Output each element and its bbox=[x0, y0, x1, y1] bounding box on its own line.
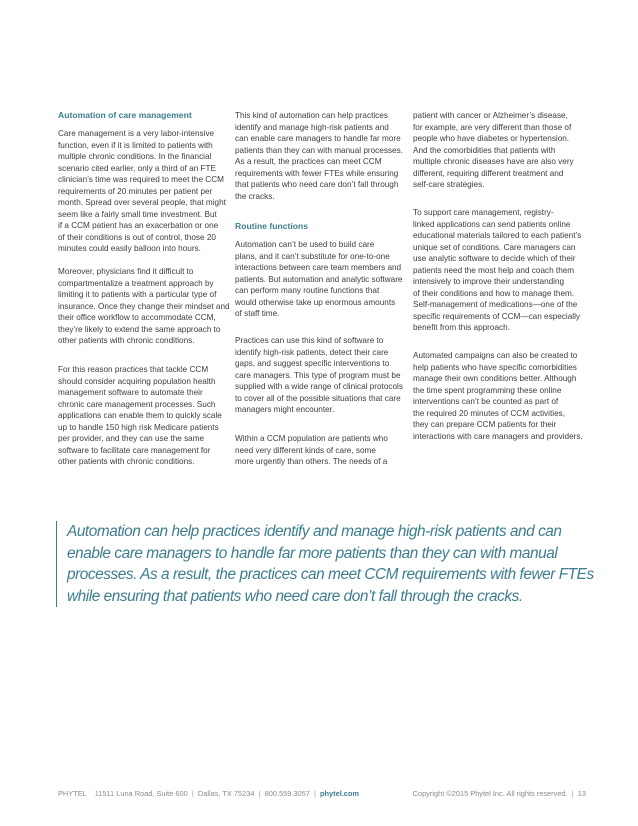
text-line: unique set of conditions. Care managers can bbox=[413, 242, 576, 252]
text-line: linked applications can send patients online bbox=[413, 219, 571, 229]
text-line: they’re likely to extend the same approach to bbox=[58, 324, 221, 334]
text-line: manage their own conditions better. Although bbox=[413, 374, 577, 384]
text-line: interventions can’t be counted as part of bbox=[413, 397, 559, 407]
text-line: up to handle 150 high risk Medicare patients bbox=[58, 422, 219, 432]
text-line: educational materials tailored to each patient’s bbox=[413, 231, 582, 241]
text-line: the required 20 minutes of CCM activities, bbox=[413, 408, 565, 418]
paragraph bbox=[235, 433, 397, 468]
text-line: patients need the most help and coach them bbox=[413, 265, 575, 275]
text-line: applications can enable them to quickly scale bbox=[58, 411, 222, 421]
text-line: they can prepare CCM patients for their bbox=[413, 420, 557, 430]
text-line: Automation can help practices identify and manage high-risk patients and can bbox=[67, 523, 562, 540]
text-line: multiple chronic conditions. In the financial bbox=[58, 152, 212, 162]
text-line: month. Spread over several people, that might bbox=[58, 198, 226, 208]
paragraph bbox=[413, 207, 582, 334]
text-line: Self-management of medications—one of the bbox=[413, 300, 578, 310]
text-line: identify high-risk patients, detect their care bbox=[235, 347, 389, 357]
footer-city: Dallas, TX 75234 bbox=[197, 789, 255, 798]
text-line: identify and manage high-risk patients and bbox=[235, 122, 389, 132]
text-line: patients than they can with manual processes. bbox=[235, 145, 403, 155]
footer-right: Copyright ©2015 Phytel Inc. All rights reserved. | 13 bbox=[412, 789, 586, 798]
text-line: should consider acquiring population health bbox=[58, 376, 216, 386]
text-line: self-care strategies. bbox=[413, 180, 485, 190]
text-line: gaps, and suggest specific interventions to bbox=[235, 359, 390, 369]
paragraph bbox=[58, 266, 230, 347]
text-line: people who have diabetes or hypertension. bbox=[413, 134, 570, 144]
text-line: help patients who have specific comorbidities bbox=[413, 362, 577, 372]
text-line: And the comorbidities that patients with bbox=[413, 145, 556, 155]
text-line: need very different kinds of care, some bbox=[235, 445, 376, 455]
text-line: To support care management, registry- bbox=[413, 208, 554, 217]
text-line: requirements with fewer FTEs while ensuring bbox=[235, 168, 399, 178]
paragraph bbox=[235, 335, 403, 416]
text-line: Automation can’t be used to build care bbox=[235, 240, 375, 249]
text-line: processes. As a result, the practices can meet CCM requirements with fewer FTEs bbox=[67, 566, 594, 583]
text-line: other patients with chronic conditions. bbox=[58, 336, 195, 346]
text-line: As a result, the practices can meet CCM bbox=[235, 157, 382, 167]
text-line: clinician’s time was required to meet the CCM bbox=[58, 175, 224, 185]
footer-phone: 800.559.3057 bbox=[264, 789, 310, 798]
text-line: managers might encounter. bbox=[235, 405, 335, 415]
footer-copyright: Copyright ©2015 Phytel Inc. All rights reserved. bbox=[412, 789, 568, 798]
text-line: scenario cited earlier, only a third of an FTE bbox=[58, 163, 216, 173]
text-line: This kind of automation can help practices bbox=[235, 111, 388, 120]
text-line: of their conditions and how to manage them. bbox=[413, 288, 575, 298]
text-line: can perform many routine functions that bbox=[235, 286, 380, 296]
text-line: For this reason practices that tackle CCM bbox=[58, 365, 209, 374]
text-line: that patients who need care don’t fall through bbox=[235, 180, 399, 190]
text-line: interactions with care managers and providers. bbox=[413, 431, 583, 441]
text-line: compartmentalize a treatment approach by bbox=[58, 278, 214, 288]
text-line: Automated campaigns can also be created to bbox=[413, 351, 578, 360]
text-line: for example, are very different than those of bbox=[413, 122, 572, 132]
text-line: their office workflow to accommodate CCM, bbox=[58, 313, 216, 323]
text-line: other patients with chronic conditions. bbox=[58, 457, 195, 467]
text-line: intensively to improve their understanding bbox=[413, 277, 565, 287]
paragraph bbox=[58, 128, 226, 255]
text-line: benefit from this approach. bbox=[413, 323, 510, 333]
text-line: multiple chronic diseases have are also very bbox=[413, 157, 574, 167]
text-line: Within a CCM population are patients who bbox=[235, 434, 388, 443]
footer-contact: PHYTEL 11511 Luna Road, Suite 600 | Dallas, TX 75234 | 800.559.3057 | phytel.com bbox=[58, 789, 359, 798]
text-line: the cracks. bbox=[235, 191, 275, 201]
text-line: per provider, and they can use the same bbox=[58, 434, 205, 444]
text-line: chronic care management processes. Such bbox=[58, 399, 216, 409]
text-line: more urgently than others. The needs of a bbox=[235, 457, 388, 467]
text-line: the time spent programming these online bbox=[413, 385, 562, 395]
paragraph bbox=[413, 350, 583, 442]
text-line: Care management is a very labor-intensive bbox=[58, 129, 215, 138]
text-line: would otherwise take up enormous amounts bbox=[235, 297, 396, 307]
paragraph bbox=[235, 239, 403, 320]
text-line: function, even if it is limited to patients with bbox=[58, 140, 213, 150]
paragraph bbox=[235, 110, 403, 202]
text-line: requirements of 20 minutes per patient per bbox=[58, 186, 213, 196]
text-line: insurance. Once they change their mindset and bbox=[58, 301, 230, 311]
text-line: specific requirements of CCM—can especially bbox=[413, 311, 580, 321]
pull-quote bbox=[56, 521, 607, 607]
section-heading-automation: Automation of care management bbox=[58, 110, 192, 120]
page-number: 13 bbox=[577, 789, 586, 798]
text-line: management software to automate their bbox=[58, 388, 203, 398]
text-line: patient with cancer or Alzheimer’s disease, bbox=[413, 111, 568, 120]
text-line: patients. But automation and analytic software bbox=[235, 274, 403, 284]
text-line: use analytic software to decide which of their bbox=[413, 254, 576, 264]
text-line: plans, and it can’t substitute for one-to-one bbox=[235, 251, 390, 261]
text-line: can enable care managers to handle far more bbox=[235, 134, 401, 144]
section-heading-routine-functions: Routine functions bbox=[235, 221, 309, 231]
text-line: different, requiring different treatment and bbox=[413, 168, 564, 178]
text-line: limiting it to patients with a particular type of bbox=[58, 290, 217, 300]
text-line: interactions between care team members and bbox=[235, 263, 402, 273]
text-line: supplied with a wide range of clinical protocols bbox=[235, 382, 403, 392]
text-line: care managers. This type of program must be bbox=[235, 370, 401, 380]
text-line: seem like a fairly small time investment. But bbox=[58, 209, 217, 219]
text-line: if a CCM patient has an exacerbation or one bbox=[58, 221, 219, 231]
text-line: to cover all of the possible situations that care bbox=[235, 393, 401, 403]
text-line: minutes could easily balloon into hours. bbox=[58, 244, 201, 254]
footer-url-link[interactable]: phytel.com bbox=[319, 789, 359, 798]
paragraph bbox=[58, 364, 220, 468]
text-line: Practices can use this kind of software to bbox=[235, 336, 384, 345]
text-line: of their conditions is out of control, those 20 bbox=[58, 232, 216, 242]
text-line: software to facilitate care management for bbox=[58, 445, 211, 455]
text-line: Moreover, physicians find it difficult to bbox=[58, 267, 194, 276]
footer-address: 11511 Luna Road, Suite 600 bbox=[94, 789, 188, 798]
text-line: enable care managers to handle far more patients than they can with manual bbox=[67, 544, 558, 562]
paragraph bbox=[413, 110, 578, 191]
footer-company: PHYTEL bbox=[58, 789, 87, 798]
text-line: while ensuring that patients who need care don’t fall through the cracks. bbox=[67, 587, 523, 605]
text-line: of staff time. bbox=[235, 309, 280, 319]
